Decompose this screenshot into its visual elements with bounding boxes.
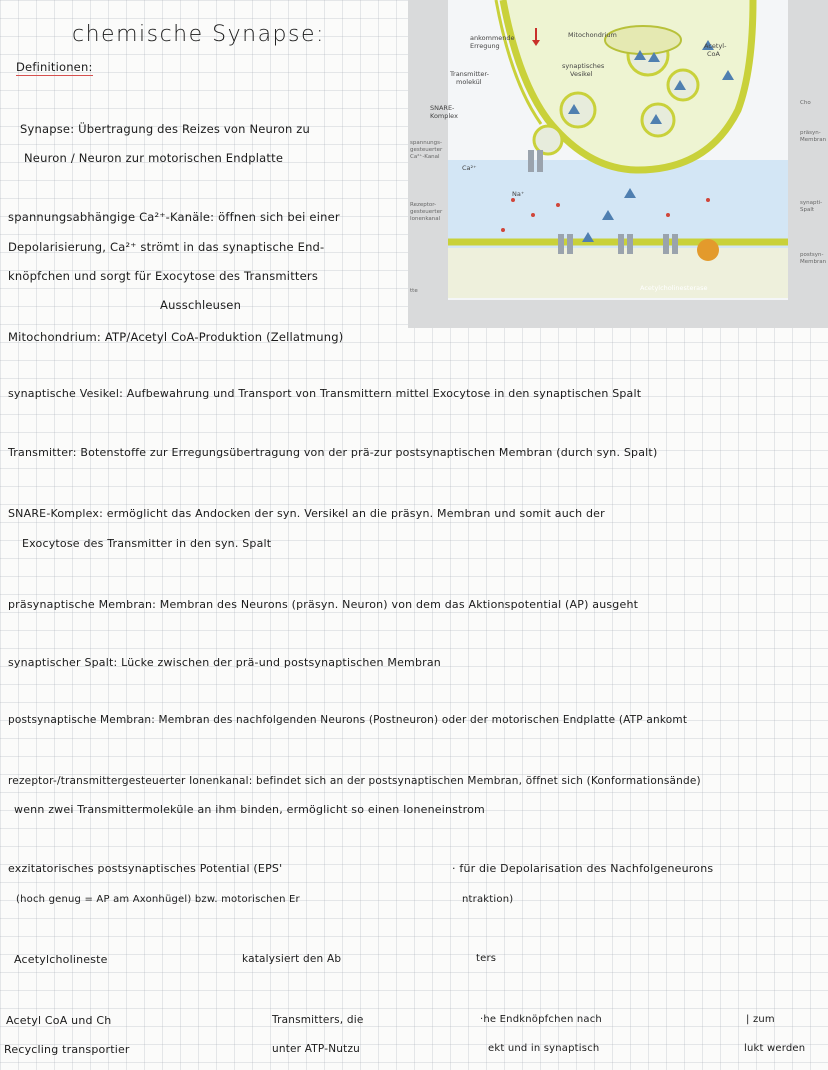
label-postsyn: postsyn-: [800, 252, 824, 258]
label-cholin: Cho: [800, 100, 811, 106]
synapse-diagram: [408, 0, 828, 328]
section-heading: Definitionen:: [16, 60, 93, 74]
synaptischer-spalt-definition: synaptischer Spalt: Lücke zwischen der prä-und postsynaptischen Membran: [8, 656, 441, 669]
calcium-channel-line-3: knöpfchen und sorgt für Exocytose des Transmitters: [8, 269, 319, 283]
epsp-line-1-left: exzitatorisches postsynaptisches Potential (EPS': [8, 862, 283, 875]
label-gesteuerter: gesteuerter: [410, 147, 443, 153]
calcium-channel-line-1: spannungsabhängige Ca²⁺-Kanäle: öffnen sich bei einer: [8, 210, 340, 224]
calcium-channel-line-4: Ausschleusen: [160, 298, 242, 312]
synapse-definition-line-2: Neuron / Neuron zur motorischen Endplatte: [24, 151, 284, 165]
transmitter-definition: Transmitter: Botenstoffe zur Erregungsübertragung von der prä-zur postsynaptischen Membran (durch syn. Spalt): [8, 446, 658, 459]
acetylcoa-line-1-mid: Transmitters, die: [272, 1014, 364, 1026]
recycling-line-right: ekt und in synaptisch: [488, 1043, 600, 1054]
label-komplex: Komplex: [430, 112, 458, 120]
label-rezeptor-gesteuert: gesteuerter: [410, 209, 443, 215]
vesikel-definition: synaptische Vesikel: Aufbewahrung und Transport von Transmittern mittel Exocytose in den synaptischen Spalt: [8, 387, 642, 400]
page-title: chemische Synapse:: [72, 22, 325, 47]
label-ionenkanal: Ionenkanal: [410, 216, 441, 222]
label-transmitter: Transmitter-: [450, 70, 490, 78]
epsp-line-1-right: · für die Depolarisation des Nachfolgeneurons: [452, 862, 714, 875]
label-mitochondrium: Mitochondrium: [568, 31, 617, 39]
ache-line-left: Acetylcholineste: [14, 953, 108, 966]
synapse-diagram-photo: [408, 0, 828, 328]
snare-definition-line-1: SNARE-Komplex: ermöglicht das Andocken der syn. Versikel an die präsyn. Membran und somit auch der: [8, 507, 605, 520]
label-spannungs: spannungs-: [410, 140, 443, 146]
acetylcoa-line-1-right: ·he Endknöpfchen nach: [480, 1014, 602, 1025]
label-spalt: Spalt: [800, 207, 815, 213]
label-acetylcholinesterase: Acetylcholinesterase: [640, 284, 708, 292]
snare-definition-line-2: Exocytose des Transmitter in den syn. Spalt: [22, 537, 272, 550]
label-praesyn-membran: Membran: [800, 137, 827, 143]
label-synapti: synapti-: [800, 200, 823, 206]
mitochondrium-definition: Mitochondrium: ATP/Acetyl CoA-Produktion (Zellatmung): [8, 330, 344, 344]
label-kanal: Ca²⁺-Kanal: [410, 154, 440, 160]
ionenkanal-definition-line-1: rezeptor-/transmittergesteuerter Ionenkanal: befindet sich an der postsynaptischen Membran, öffnet sich (Konformationsände): [8, 775, 701, 787]
epsp-line-2-right: ntraktion): [462, 894, 514, 905]
label-rezeptor: Rezeptor-: [410, 202, 437, 208]
label-calcium: Ca²⁺: [462, 164, 477, 172]
praesynaptische-membran-definition: präsynaptische Membran: Membran des Neurons (präsyn. Neuron) von dem das Aktionspotential (AP) ausgeht: [8, 598, 639, 611]
synapse-definition-line-1: Synapse: Übertragung des Reizes von Neuron zu: [20, 122, 311, 136]
label-praesyn: präsyn-: [800, 130, 821, 136]
label-synaptisches: synaptisches: [562, 62, 605, 70]
recycling-line-mid: unter ATP-Nutzu: [272, 1043, 361, 1055]
label-coa: CoA: [707, 50, 720, 58]
ache-line-right: ters: [476, 953, 497, 964]
label-acetyl: Acetyl-: [704, 42, 727, 50]
epsp-line-2-left: (hoch genug = AP am Axonhügel) bzw. motorischen Er: [16, 894, 300, 905]
postsynaptische-membran-definition: postsynaptische Membran: Membran des nachfolgenden Neurons (Postneuron) oder der motorischen Endplatte (ATP ankomt: [8, 714, 688, 726]
recycling-line-left: Recycling transportier: [4, 1043, 130, 1056]
acetylcoa-line-1-left: Acetyl CoA und Ch: [6, 1014, 112, 1027]
recycling-line-far: lukt werden: [744, 1043, 806, 1054]
label-left-bottom: tte: [410, 288, 418, 294]
label-vesikel: Vesikel: [570, 70, 593, 78]
label-postsyn-membran: Membran: [800, 259, 827, 265]
label-ankommende: ankommende: [470, 34, 515, 42]
acetylcoa-line-1-far: | zum: [746, 1014, 775, 1025]
label-snare: SNARE-: [430, 104, 455, 112]
calcium-channel-line-2: Depolarisierung, Ca²⁺ strömt in das synaptische End-: [8, 240, 325, 254]
label-natrium: Na⁺: [512, 190, 525, 198]
ache-line-mid: katalysiert den Ab: [242, 953, 342, 965]
ionenkanal-definition-line-2: wenn zwei Transmittermoleküle an ihm binden, ermöglicht so einen Ioneneinstrom: [14, 803, 485, 816]
label-molekuel: molekül: [456, 78, 482, 86]
label-erregung: Erregung: [470, 42, 500, 50]
